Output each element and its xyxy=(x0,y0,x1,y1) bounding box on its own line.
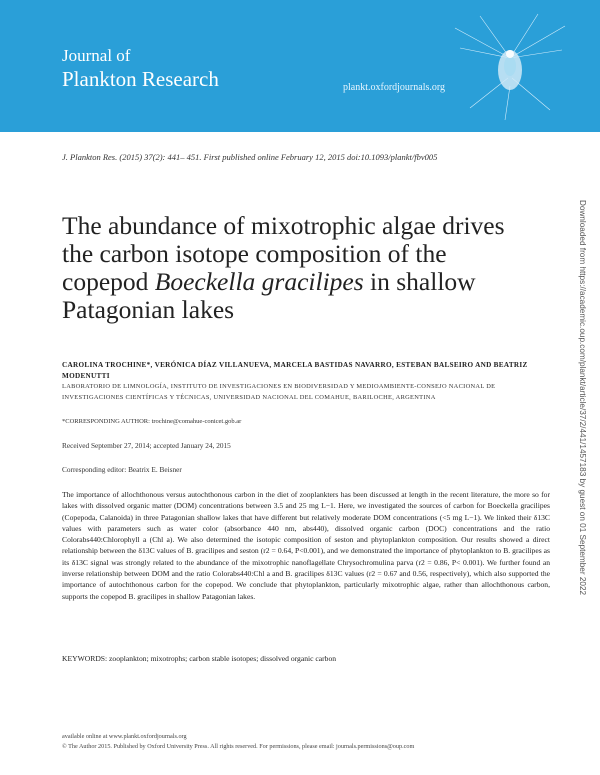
abstract: The importance of allochthonous versus autochthonous carbon in the diet of zooplankters has been discussed at length in the recent literature, the more so for lakes with dissolved organic matter (DOM) concentrations between 3.5 and 25 mg L−1. Here, we investigated the sources of carbon for Boeckella gracilipes (Copepoda, Calanoida) in three Patagonian shallow lakes that have different but relatively moderate DOM concentrations (<5 mg L−1). We linked their δ13C values with parameters such as water color (absorbance 440 nm, abs440), dissolved organic carbon (DOC) concentrations and the ratio Colorabs440:Chlorophyll a (Chl a). We also determined the isotopic composition of seston and phytoplankton composition. Our results showed a direct relationship between the δ13C values of B. gracilipes and seston (r2 = 0.64, P<0.001), and we demonstrated the importance of phytoplankton to B. gracilipes as its δ13C signal was strongly related to the abundance of the mixotrophic nanoflagellate Chrysochromulina parva (r2 = 0.86, P< 0.001). We further found an inverse relationship between DOM and the ratio Colorabs440:Chl a and B. gracilipes δ13C values (r2 = 0.67 and 0.56, respectively), which also supported the importance of autochthonous carbon for the copepod. We conclude that phytoplankton, particularly mixotrophic algae, rather than allochthonous carbon, supports the copepod B. gracilipes in shallow Patagonian lakes. xyxy=(62,490,550,601)
journal-banner xyxy=(0,0,600,132)
title-part-2: in shallow Patagonian lakes xyxy=(62,267,476,324)
download-notice-text: Downloaded from https://academic.oup.com/plankt/article/37/2/441/1457183 by guest on 01 September 2022 xyxy=(578,200,587,596)
citation-line: J. Plankton Res. (2015) 37(2): 441– 451. First published online February 12, 2015 doi:10.1093/plankt/fbv005 xyxy=(62,152,438,162)
corresponding-editor: Corresponding editor: Beatrix E. Beisner xyxy=(62,465,182,474)
corresponding-author: *CORRESPONDING AUTHOR: trochine@comahue-conicet.gob.ar xyxy=(62,418,242,425)
title-species: Boeckella gracilipes xyxy=(154,267,364,296)
journal-url-link[interactable]: plankt.oxfordjournals.org xyxy=(343,82,446,93)
article-title xyxy=(62,212,532,324)
journal-name: Plankton Research xyxy=(62,67,219,91)
journal-name-prefix: Journal of xyxy=(62,46,131,65)
keywords: KEYWORDS: zooplankton; mixotrophs; carbon stable isotopes; dissolved organic carbon xyxy=(62,654,337,663)
title-part-1: The abundance of mixotrophic algae drives the carbon isotope composition of the copepod xyxy=(62,211,505,296)
available-online: available online at www.plankt.oxfordjournals.org xyxy=(62,733,187,740)
author-list: CAROLINA TROCHINE*, VERÓNICA DÍAZ VILLANUEVA, MARCELA BASTIDAS NAVARRO, ESTEBAN BALSEIRO AND BEATRIZ MODENUTTI xyxy=(62,361,528,380)
affiliation: LABORATORIO DE LIMNOLOGÍA, INSTITUTO DE INVESTIGACIONES EN BIODIVERSIDAD Y MEDIOAMBIENTE-CONSEJO NACIONAL DE INVESTIGACIONES CIENTÍFICAS Y TÉCNICAS, UNIVERSIDAD NACIONAL DEL COMAHUE, BARILOCHE, ARGENTINA xyxy=(62,383,496,401)
download-notice xyxy=(577,200,589,596)
received-dates: Received September 27, 2014; accepted January 24, 2015 xyxy=(62,441,231,450)
copyright-notice: © The Author 2015. Published by Oxford University Press. All rights reserved. For permissions, please email: journals.permissions@oup.com xyxy=(62,743,415,750)
copepod-illustration xyxy=(450,8,570,126)
